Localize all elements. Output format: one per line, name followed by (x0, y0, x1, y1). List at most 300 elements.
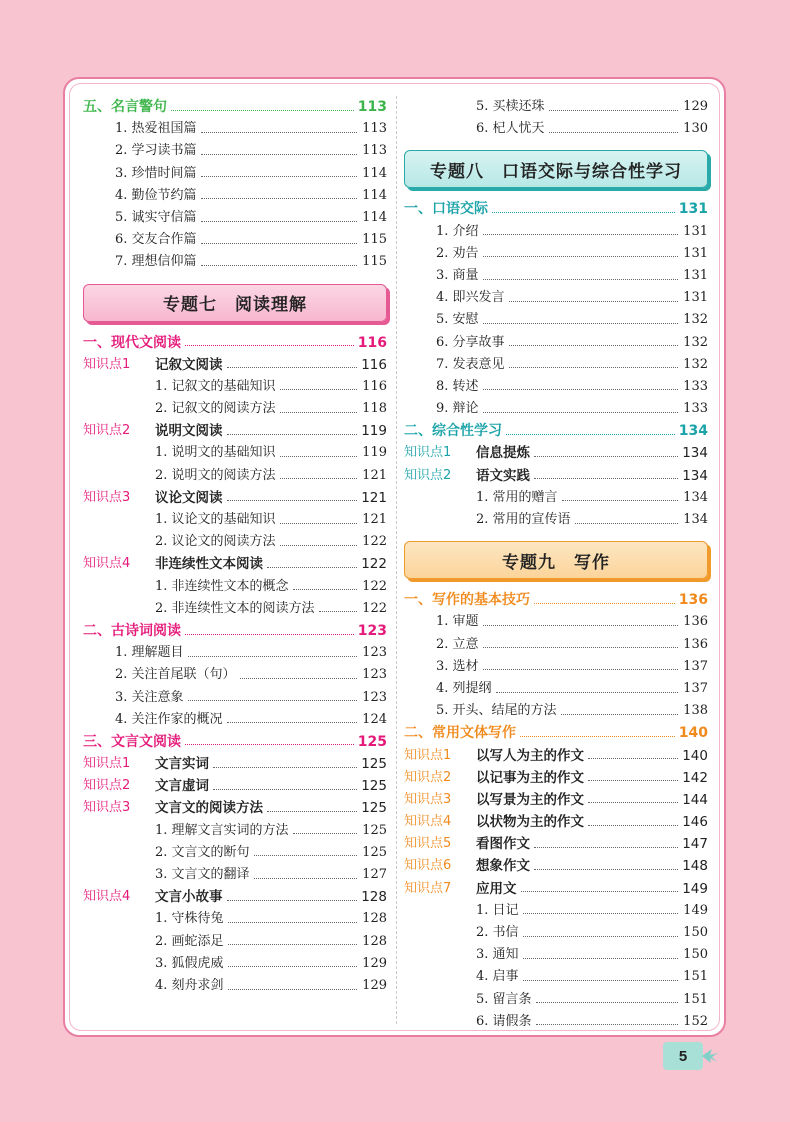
leader-dots (549, 132, 678, 133)
page-number: 150 (683, 925, 708, 940)
entry-title: 5. 诚实守信篇 (115, 209, 197, 225)
section-title: 五、名言警句 (83, 99, 167, 115)
page-number: 128 (361, 889, 387, 906)
page-number: 122 (362, 600, 387, 616)
page-number: 134 (678, 423, 708, 440)
knowledge-point-entry[interactable] (404, 855, 708, 877)
toc-entry[interactable] (404, 487, 708, 509)
section-title: 二、常用文体写作 (404, 725, 516, 742)
entry-title: 5. 安慰 (436, 312, 479, 328)
leader-dots (227, 722, 357, 723)
entry-title: 1. 记叙文的基础知识 (155, 378, 276, 394)
entry-title: 4. 勤俭节约篇 (115, 187, 197, 203)
leader-dots (483, 323, 678, 324)
page-number: 122 (362, 578, 387, 594)
knowledge-point-entry[interactable] (404, 789, 708, 811)
toc-entry[interactable] (83, 509, 387, 531)
leader-dots (280, 523, 357, 524)
knowledge-point-entry[interactable] (404, 767, 708, 789)
knowledge-point-label: 知识点2 (83, 778, 131, 794)
entry-title: 文言虚词 (155, 778, 209, 795)
knowledge-point-label: 知识点1 (83, 756, 131, 772)
toc-entry[interactable] (83, 442, 387, 464)
toc-entry[interactable] (83, 207, 387, 229)
section-title: 一、写作的基本技巧 (404, 592, 530, 609)
toc-entry[interactable] (404, 1011, 708, 1033)
entry-title: 7. 理想信仰篇 (115, 254, 197, 270)
knowledge-point-label: 知识点6 (404, 858, 452, 874)
leader-dots (228, 922, 357, 923)
topic-title: 专题八 口语交际与综合性学习 (430, 161, 682, 182)
entry-title: 5. 留言条 (476, 991, 532, 1007)
page-number: 149 (682, 880, 708, 897)
page-number: 140 (678, 725, 708, 742)
entry-title: 3. 狐假虎威 (155, 955, 224, 971)
entry-title: 3. 商量 (436, 267, 479, 283)
leader-dots (254, 855, 357, 856)
entry-title: 文言实词 (155, 756, 209, 773)
leader-dots (509, 301, 678, 302)
knowledge-point-label: 知识点3 (404, 791, 452, 807)
toc-section[interactable] (83, 96, 387, 118)
page-number: 123 (362, 645, 387, 661)
entry-title: 信息提炼 (476, 445, 530, 462)
knowledge-point-entry[interactable] (83, 553, 387, 575)
toc-entry[interactable] (83, 598, 387, 620)
page-number: 125 (361, 800, 387, 817)
entry-title: 以写景为主的作文 (476, 791, 584, 808)
page-number: 136 (683, 614, 708, 630)
knowledge-point-label: 知识点5 (404, 836, 452, 852)
section-title: 一、现代文阅读 (83, 334, 181, 351)
entry-title: 6. 请假条 (476, 1013, 532, 1029)
toc-section[interactable] (83, 332, 387, 354)
toc-entry[interactable] (404, 118, 708, 140)
page-number: 114 (362, 209, 387, 225)
leader-dots (188, 656, 357, 657)
knowledge-point-label: 知识点4 (404, 814, 452, 830)
toc-section[interactable] (83, 731, 387, 753)
entry-title: 3. 通知 (476, 947, 519, 963)
leader-dots (201, 176, 357, 177)
toc-entry[interactable] (83, 953, 387, 975)
toc-entry[interactable] (83, 908, 387, 930)
leader-dots (483, 256, 678, 257)
entry-title: 6. 交友合作篇 (115, 232, 197, 248)
leader-dots (228, 966, 357, 967)
entry-title: 2. 书信 (476, 925, 519, 940)
page-number: 128 (362, 933, 387, 949)
toc-entry[interactable] (83, 709, 387, 731)
leader-dots (523, 980, 678, 981)
leader-dots (267, 811, 357, 812)
page-number: 119 (361, 423, 387, 440)
entry-title: 2. 关注首尾联（句） (115, 667, 236, 683)
entry-title: 4. 关注作家的概况 (115, 711, 223, 727)
knowledge-point-entry[interactable] (83, 420, 387, 442)
toc-section[interactable] (404, 420, 708, 442)
toc-entry[interactable] (404, 287, 708, 309)
entry-title: 3. 文言文的翻译 (155, 867, 250, 882)
page-number: 125 (362, 844, 387, 860)
leader-dots (201, 265, 357, 266)
entry-title: 9. 辩论 (436, 401, 479, 417)
knowledge-point-label: 知识点4 (83, 556, 131, 572)
toc-entry[interactable] (404, 966, 708, 988)
topic-title: 专题九 写作 (502, 552, 610, 573)
toc-entry[interactable] (404, 944, 708, 966)
leader-dots (523, 936, 678, 937)
page-number: 134 (682, 445, 708, 462)
entry-title: 以记事为主的作文 (476, 769, 584, 786)
entry-title: 2. 画蛇添足 (155, 933, 224, 949)
toc-entry[interactable] (83, 842, 387, 864)
toc-entry[interactable] (83, 163, 387, 185)
entry-title: 2. 说明文的阅读方法 (155, 467, 276, 483)
leader-dots (227, 500, 358, 501)
page-number: 132 (683, 334, 708, 350)
arrow-decoration-icon (700, 1046, 720, 1066)
entry-title: 2. 议论文的阅读方法 (155, 534, 276, 550)
leader-dots (483, 669, 678, 670)
entry-title: 看图作文 (476, 836, 530, 853)
entry-title: 文言文的阅读方法 (155, 800, 263, 817)
page-number: 128 (362, 911, 387, 927)
knowledge-point-label: 知识点2 (404, 467, 452, 483)
toc-entry[interactable] (83, 687, 387, 709)
page-number: 133 (683, 378, 708, 394)
entry-title: 语文实践 (476, 467, 530, 484)
leader-dots (280, 478, 357, 479)
page-number: 123 (362, 667, 387, 683)
knowledge-point-label: 知识点3 (83, 489, 131, 505)
page-number: 116 (357, 334, 387, 351)
toc-entry[interactable] (83, 531, 387, 553)
leader-dots (523, 958, 678, 959)
leader-dots (523, 913, 678, 914)
toc-entry[interactable] (83, 664, 387, 686)
knowledge-point-label: 知识点3 (83, 800, 131, 816)
page-number: 124 (362, 711, 387, 727)
entry-title: 1. 理解文言实词的方法 (155, 822, 289, 838)
topic-banner (404, 541, 708, 579)
entry-title: 4. 刻舟求剑 (155, 977, 224, 993)
entry-title: 2. 文言文的断句 (155, 844, 250, 860)
toc-entry[interactable] (404, 678, 708, 700)
toc-entry[interactable] (404, 611, 708, 633)
entry-title: 1. 说明文的基础知识 (155, 445, 276, 461)
leader-dots (483, 279, 678, 280)
leader-dots (185, 744, 354, 745)
entry-title: 3. 关注意象 (115, 689, 184, 705)
leader-dots (483, 412, 678, 413)
leader-dots (483, 234, 678, 235)
toc-entry[interactable] (404, 398, 708, 420)
page-number: 125 (357, 733, 387, 750)
leader-dots (588, 825, 678, 826)
toc-entry[interactable] (404, 221, 708, 243)
page-number: 116 (361, 356, 387, 373)
toc-entry[interactable] (83, 975, 387, 997)
entry-title: 2. 非连续性文本的阅读方法 (155, 600, 315, 616)
page-number: 119 (362, 445, 387, 461)
knowledge-point-entry[interactable] (83, 797, 387, 819)
knowledge-point-entry[interactable] (83, 775, 387, 797)
leader-dots (534, 603, 675, 604)
knowledge-point-label: 知识点2 (404, 769, 452, 785)
leader-dots (185, 634, 354, 635)
leader-dots (509, 367, 678, 368)
entry-title: 2. 劝告 (436, 245, 479, 261)
entry-title: 1. 守株待兔 (155, 911, 224, 927)
page-number: 136 (678, 592, 708, 609)
entry-title: 3. 珍惜时间篇 (115, 165, 197, 181)
leader-dots (319, 611, 357, 612)
page-number: 114 (362, 187, 387, 203)
knowledge-point-entry[interactable] (404, 465, 708, 487)
entry-title: 2. 记叙文的阅读方法 (155, 401, 276, 417)
page-number: 136 (683, 636, 708, 652)
leader-dots (496, 692, 678, 693)
knowledge-point-entry[interactable] (404, 878, 708, 900)
page-number: 118 (362, 401, 387, 417)
entry-title: 8. 转述 (436, 378, 479, 394)
leader-dots (536, 1002, 678, 1003)
page-number: 115 (362, 232, 387, 248)
knowledge-point-label: 知识点1 (404, 747, 452, 763)
leader-dots (293, 589, 357, 590)
topic-banner (83, 284, 387, 322)
entry-title: 5. 买椟还珠 (476, 99, 545, 114)
leader-dots (588, 780, 678, 781)
page-number: 151 (683, 969, 708, 985)
toc-entry[interactable] (83, 820, 387, 842)
page-number: 129 (362, 955, 387, 971)
page-number: 123 (357, 622, 387, 639)
page-number: 142 (682, 769, 708, 786)
toc-entry[interactable] (83, 118, 387, 140)
entry-title: 6. 杞人忧天 (476, 121, 545, 137)
toc-entry[interactable] (404, 509, 708, 531)
entry-title: 2. 常用的宣传语 (476, 512, 571, 527)
toc-entry[interactable] (83, 376, 387, 398)
page-number: 113 (357, 99, 387, 115)
page-number: 125 (362, 822, 387, 838)
leader-dots (227, 367, 358, 368)
entry-title: 1. 介绍 (436, 223, 479, 239)
leader-dots (228, 944, 357, 945)
page-number: 113 (362, 143, 387, 159)
knowledge-point-entry[interactable] (83, 753, 387, 775)
leader-dots (188, 700, 357, 701)
page-number: 144 (682, 791, 708, 808)
leader-dots (562, 500, 678, 501)
toc-entry[interactable] (404, 989, 708, 1011)
toc-entry[interactable] (404, 900, 708, 922)
page-number: 133 (683, 401, 708, 417)
leader-dots (280, 456, 357, 457)
leader-dots (201, 132, 357, 133)
toc-entry[interactable] (404, 922, 708, 944)
page-number: 131 (683, 267, 708, 283)
page-number: 134 (682, 467, 708, 484)
entry-title: 说明文阅读 (155, 423, 223, 440)
page-number: 114 (362, 165, 387, 181)
page-number: 129 (683, 99, 708, 114)
entry-title: 非连续性文本阅读 (155, 556, 263, 573)
page-number: 121 (361, 489, 387, 506)
entry-title: 1. 非连续性文本的概念 (155, 578, 289, 594)
toc-entry[interactable] (404, 656, 708, 678)
leader-dots (483, 625, 678, 626)
page-number: 130 (683, 121, 708, 137)
knowledge-point-entry[interactable] (404, 811, 708, 833)
toc-entry[interactable] (404, 700, 708, 722)
leader-dots (201, 221, 357, 222)
entry-title: 2. 立意 (436, 636, 479, 652)
knowledge-point-entry[interactable] (404, 833, 708, 855)
entry-title: 1. 热爱祖国篇 (115, 121, 197, 137)
page-number: 151 (683, 991, 708, 1007)
leader-dots (227, 434, 358, 435)
toc-entry[interactable] (83, 251, 387, 273)
knowledge-point-entry[interactable] (404, 442, 708, 464)
entry-title: 以写人为主的作文 (476, 747, 584, 764)
leader-dots (267, 567, 357, 568)
knowledge-point-entry[interactable] (83, 487, 387, 509)
toc-entry[interactable] (404, 332, 708, 354)
leader-dots (575, 523, 678, 524)
toc-entry[interactable] (83, 465, 387, 487)
leader-dots (240, 678, 357, 679)
entry-title: 4. 即兴发言 (436, 290, 505, 306)
page-number: 134 (683, 489, 708, 505)
toc-entry[interactable] (83, 398, 387, 420)
entry-title: 以状物为主的作文 (476, 814, 584, 831)
entry-title: 记叙文阅读 (155, 356, 223, 373)
toc-entry[interactable] (83, 931, 387, 953)
page-number: 115 (362, 254, 387, 270)
entry-title: 4. 启事 (476, 969, 519, 985)
toc-entry[interactable] (404, 243, 708, 265)
toc-entry[interactable] (404, 376, 708, 398)
knowledge-point-label: 知识点2 (83, 423, 131, 439)
leader-dots (534, 847, 678, 848)
page-number: 113 (362, 121, 387, 137)
leader-dots (213, 789, 357, 790)
toc-entry[interactable] (83, 642, 387, 664)
page-number: 149 (683, 902, 708, 918)
toc-section[interactable] (404, 589, 708, 611)
toc-entry[interactable] (404, 634, 708, 656)
entry-title: 6. 分享故事 (436, 334, 505, 350)
knowledge-point-label: 知识点1 (83, 356, 131, 372)
toc-entry[interactable] (404, 96, 708, 118)
toc-entry[interactable] (83, 864, 387, 886)
section-title: 二、古诗词阅读 (83, 622, 181, 639)
page-number: 116 (362, 378, 387, 394)
leader-dots (171, 110, 354, 111)
toc-entry[interactable] (404, 309, 708, 331)
toc-section[interactable] (404, 198, 708, 220)
page-number: 138 (683, 703, 708, 719)
entry-title: 2. 学习读书篇 (115, 143, 197, 159)
leader-dots (534, 869, 678, 870)
entry-title: 3. 选材 (436, 658, 479, 674)
leader-dots (588, 758, 678, 759)
knowledge-point-entry[interactable] (83, 354, 387, 376)
leader-dots (520, 736, 675, 737)
right-column (404, 96, 708, 1033)
page-number: 140 (682, 747, 708, 764)
page-number: 121 (362, 512, 387, 527)
toc-entry[interactable] (83, 140, 387, 162)
knowledge-point-label: 知识点4 (83, 889, 131, 905)
leader-dots (561, 714, 678, 715)
section-title: 三、文言文阅读 (83, 733, 181, 750)
toc-section[interactable] (404, 722, 708, 744)
toc-entry[interactable] (83, 185, 387, 207)
leader-dots (509, 345, 678, 346)
entry-title: 7. 发表意见 (436, 356, 505, 372)
leader-dots (483, 389, 678, 390)
toc-section[interactable] (83, 620, 387, 642)
page-number: 125 (361, 756, 387, 773)
leader-dots (506, 434, 675, 435)
page-number: 127 (362, 867, 387, 882)
entry-title: 1. 日记 (476, 902, 519, 918)
leader-dots (201, 243, 357, 244)
toc-entry[interactable] (404, 265, 708, 287)
entry-title: 1. 理解题目 (115, 645, 184, 661)
page-number: 131 (683, 290, 708, 306)
entry-title: 1. 常用的赠言 (476, 489, 558, 505)
leader-dots (254, 878, 357, 879)
page-number: 123 (362, 689, 387, 705)
toc-entry[interactable] (83, 229, 387, 251)
page-number: 132 (683, 312, 708, 328)
knowledge-point-entry[interactable] (83, 886, 387, 908)
page-number: 137 (683, 680, 708, 696)
leader-dots (201, 154, 357, 155)
page-number-label: 5 (678, 1047, 688, 1065)
topic-banner (404, 150, 708, 188)
page-number: 129 (362, 977, 387, 993)
leader-dots (227, 900, 358, 901)
left-column (83, 96, 387, 997)
page-number: 131 (678, 201, 708, 218)
page-number: 148 (682, 858, 708, 875)
knowledge-point-entry[interactable] (404, 745, 708, 767)
page-number: 132 (683, 356, 708, 372)
page-number: 134 (683, 512, 708, 527)
leader-dots (201, 198, 357, 199)
section-title: 二、综合性学习 (404, 423, 502, 440)
toc-entry[interactable] (83, 576, 387, 598)
entry-title: 1. 审题 (436, 614, 479, 630)
leader-dots (492, 212, 675, 213)
page-number: 121 (362, 467, 387, 483)
leader-dots (185, 345, 354, 346)
page-number: 131 (683, 223, 708, 239)
page-number: 152 (683, 1013, 708, 1029)
leader-dots (280, 412, 357, 413)
page-number: 146 (682, 814, 708, 831)
toc-entry[interactable] (404, 354, 708, 376)
page-number: 122 (361, 556, 387, 573)
entry-title: 5. 开头、结尾的方法 (436, 703, 557, 719)
leader-dots (588, 802, 678, 803)
